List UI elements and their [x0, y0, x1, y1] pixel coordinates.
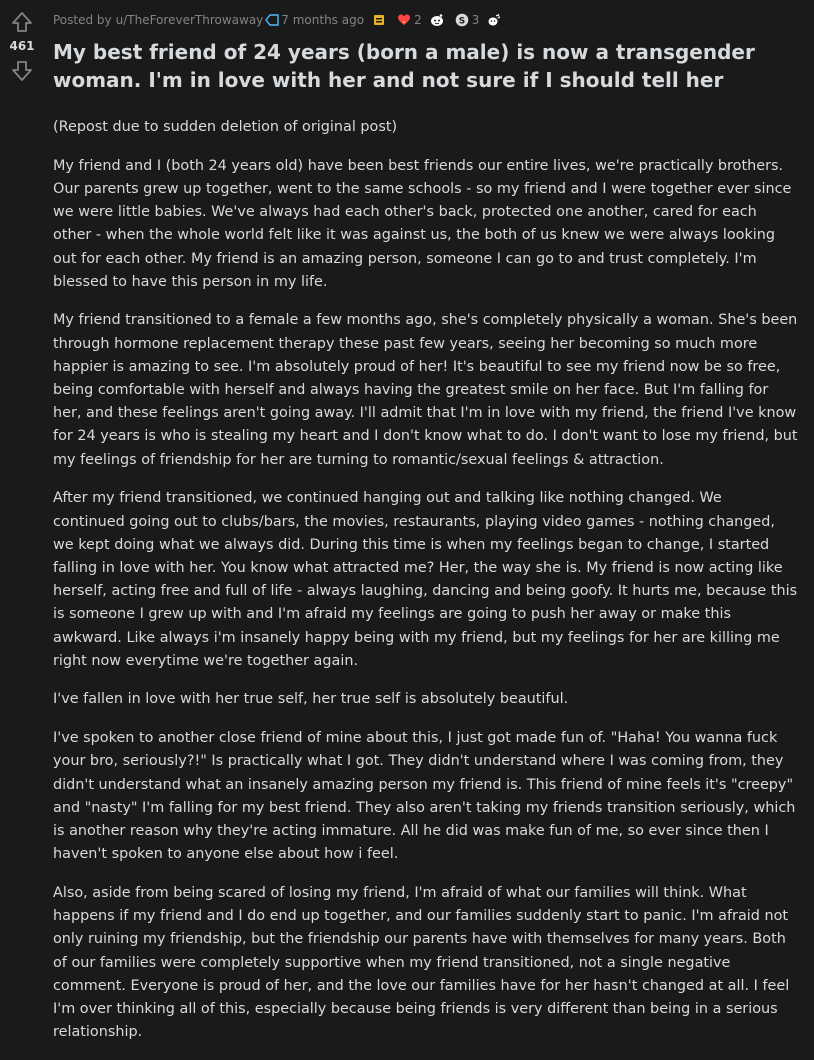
award-count: 2	[414, 12, 422, 27]
post-paragraph: (Repost due to sudden deletion of original post)	[53, 119, 398, 135]
party-award-icon	[487, 13, 501, 27]
post-paragraph: I've spoken to another close friend of mine about this, I just got made fun of. "Haha! You wanna fuck your bro, seriously?!" Is practically what I got. They didn't understand where I was coming from, they didn't understand what an insanely amazing person my friend is. This friend of mine feels it's "creepy" and "nasty" I'm falling for my best friend. They also aren't taking my friends transition seriously, which is another reason why they're acting immature. All he did was make fun of me, so ever since then I haven't spoken to anyone else about how i feel.	[53, 730, 796, 863]
post-paragraph: Also, aside from being scared of losing my friend, I'm afraid of what our families will think. What happens if my friend and I do end up together, and our families suddenly start to panic. I'm afraid not only ruining my friendship, but the friendship our parents have with themselves for many years. Both of our families were completely supportive when my friend transitioned, not a single negative comment. Everyone is proud of her, and the love our families have for her hasn't changed at all. I feel I'm over thinking all of this, especially because being friends is very different than being in a serious relationship.	[53, 884, 790, 1041]
post-paragraph: My friend transitioned to a female a few months ago, she's completely physically a woman. She's been through hormone replacement therapy these past few years, seeing her becoming so much more happier is amazing to see. I'm absolutely proud of her! It's beautiful to see my friend now be so free, being comfortable with herself and always having the greatest smile on her face. But I'm falling for her, and these feelings aren't going away. I'll admit that I'm in love with my friend, the friend I've know for 24 years is who is stealing my heart and I don't know what to do. I don't want to lose my friend, but my feelings of friendship for her are turning to romantic/sexual feelings & attraction.	[53, 312, 798, 468]
post-title[interactable]: My best friend of 24 years (born a male) is now a transgender woman. I'm in love with her and not sure if I should tell her	[53, 40, 755, 92]
post-timestamp[interactable]: 7 months ago	[281, 12, 365, 27]
posted-by-label: Posted by	[53, 12, 112, 27]
vote-column	[0, 0, 44, 83]
post-content	[53, 0, 798, 1060]
post-body	[53, 116, 798, 1044]
silver-award-icon	[372, 13, 386, 27]
upvote-arrow-icon[interactable]	[10, 10, 34, 34]
award-party[interactable]	[487, 13, 504, 27]
award-silver[interactable]	[372, 13, 389, 27]
author-link[interactable]: u/TheForeverThrowaway	[115, 12, 264, 27]
award-snoo[interactable]	[455, 13, 480, 27]
post-meta	[53, 10, 798, 29]
award-count: 3	[471, 12, 480, 27]
post-paragraph: I've fallen in love with her true self, her true self is absolutely beautiful.	[53, 691, 569, 708]
downvote-arrow-icon[interactable]	[10, 59, 34, 83]
tag-icon	[265, 14, 279, 26]
heart-award-icon	[397, 13, 411, 27]
svg-text:S: S	[458, 16, 465, 26]
vote-score: 461	[9, 39, 35, 53]
award-wholesome[interactable]	[430, 13, 447, 27]
award-heart[interactable]	[397, 13, 422, 27]
snoo-award-icon	[455, 13, 469, 27]
post-paragraph: After my friend transitioned, we continued hanging out and talking like nothing changed. We continued going out to clubs/bars, the movies, restaurants, playing video games - nothing changed, we kept doing what we always did. During this time is when my feelings began to change, I started falling in love with her. You know what attracted me? Her, the way she is. My friend is now acting like herself, acting free and full of life - always laughing, dancing and being goofy. It hurts me, because this is someone I grew up with and I'm afraid my feelings are going to push her away or make this awkward. Like always i'm insanely happy being with my friend, but my feelings for her are killing me right now everytime we're together again.	[53, 490, 798, 669]
wholesome-award-icon	[430, 13, 444, 27]
post-paragraph: My friend and I (both 24 years old) have been best friends our entire lives, we're practically brothers. Our parents grew up together, went to the same schools - so my friend and I were together ever since we were little babies. We've always had each other's back, protected one another, cared for each other - when the whole world felt like it was against us, the both of us knew we were always looking out for each other. My friend is an amazing person, someone I can go to and trust completely. I'm blessed to have this person in my life.	[53, 157, 792, 290]
